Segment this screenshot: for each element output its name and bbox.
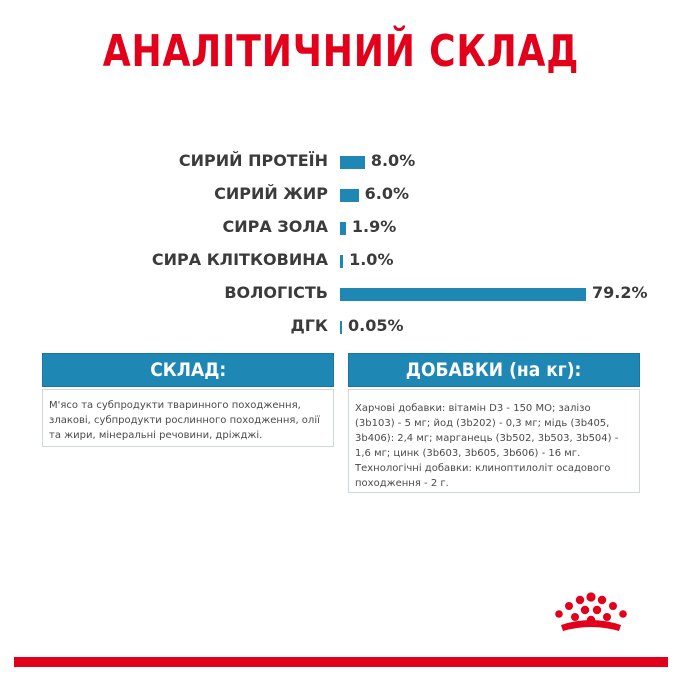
- category-label: СИРА ЗОЛА: [222, 217, 328, 236]
- value-bar: [340, 156, 365, 169]
- value-label: 79.2%: [592, 283, 648, 302]
- value-bar: [340, 321, 342, 334]
- chart-row: [0, 148, 682, 176]
- category-label: ДГК: [290, 316, 328, 335]
- page-title: АНАЛІТИЧНИЙ СКЛАД: [102, 26, 580, 77]
- chart-row: [0, 313, 682, 341]
- category-label: СИРА КЛІТКОВИНА: [151, 250, 328, 269]
- value-bar: [340, 255, 343, 268]
- category-label: СИРИЙ ЖИР: [214, 184, 328, 203]
- category-label: ВОЛОГІСТЬ: [224, 283, 328, 302]
- bottom-accent-line: [14, 657, 668, 667]
- value-label: 0.05%: [348, 316, 404, 335]
- category-label: СИРИЙ ПРОТЕЇН: [178, 151, 328, 170]
- value-bar: [340, 288, 586, 301]
- composition-text: М'ясо та субпродукти тваринного походження, злакові, субпродукти рослинного походження, олії та жири, мінеральні речовини, дріжджі.: [42, 389, 334, 447]
- value-bar: [340, 189, 359, 202]
- royal-canin-crown-icon: [551, 591, 631, 637]
- value-label: 6.0%: [364, 184, 409, 203]
- chart-row: [0, 280, 682, 308]
- value-bar: [340, 222, 346, 235]
- chart-row: [0, 181, 682, 209]
- value-label: 1.9%: [351, 217, 397, 236]
- chart-row: [0, 214, 682, 242]
- additives-heading: ДОБАВКИ (на кг):: [348, 353, 640, 387]
- additives-text: Харчові добавки: вітамін D3 - 150 МО; залізо (3b103) - 5 мг; йод (3b202) - 0,3 мг; мідь (3b405, 3b406): 2,4 мг; марганець (3b502, 3b503, 3b504) - 1,6 мг; цинк (3b603, 3b605, 3b606) - 16 мг. Технологічні добавки: клиноптилоліт осадового походження - 2 г.: [348, 389, 640, 493]
- value-label: 1.0%: [349, 250, 394, 269]
- chart-row: [0, 247, 682, 275]
- value-label: 8.0%: [370, 151, 416, 170]
- composition-heading: СКЛАД:: [42, 353, 334, 387]
